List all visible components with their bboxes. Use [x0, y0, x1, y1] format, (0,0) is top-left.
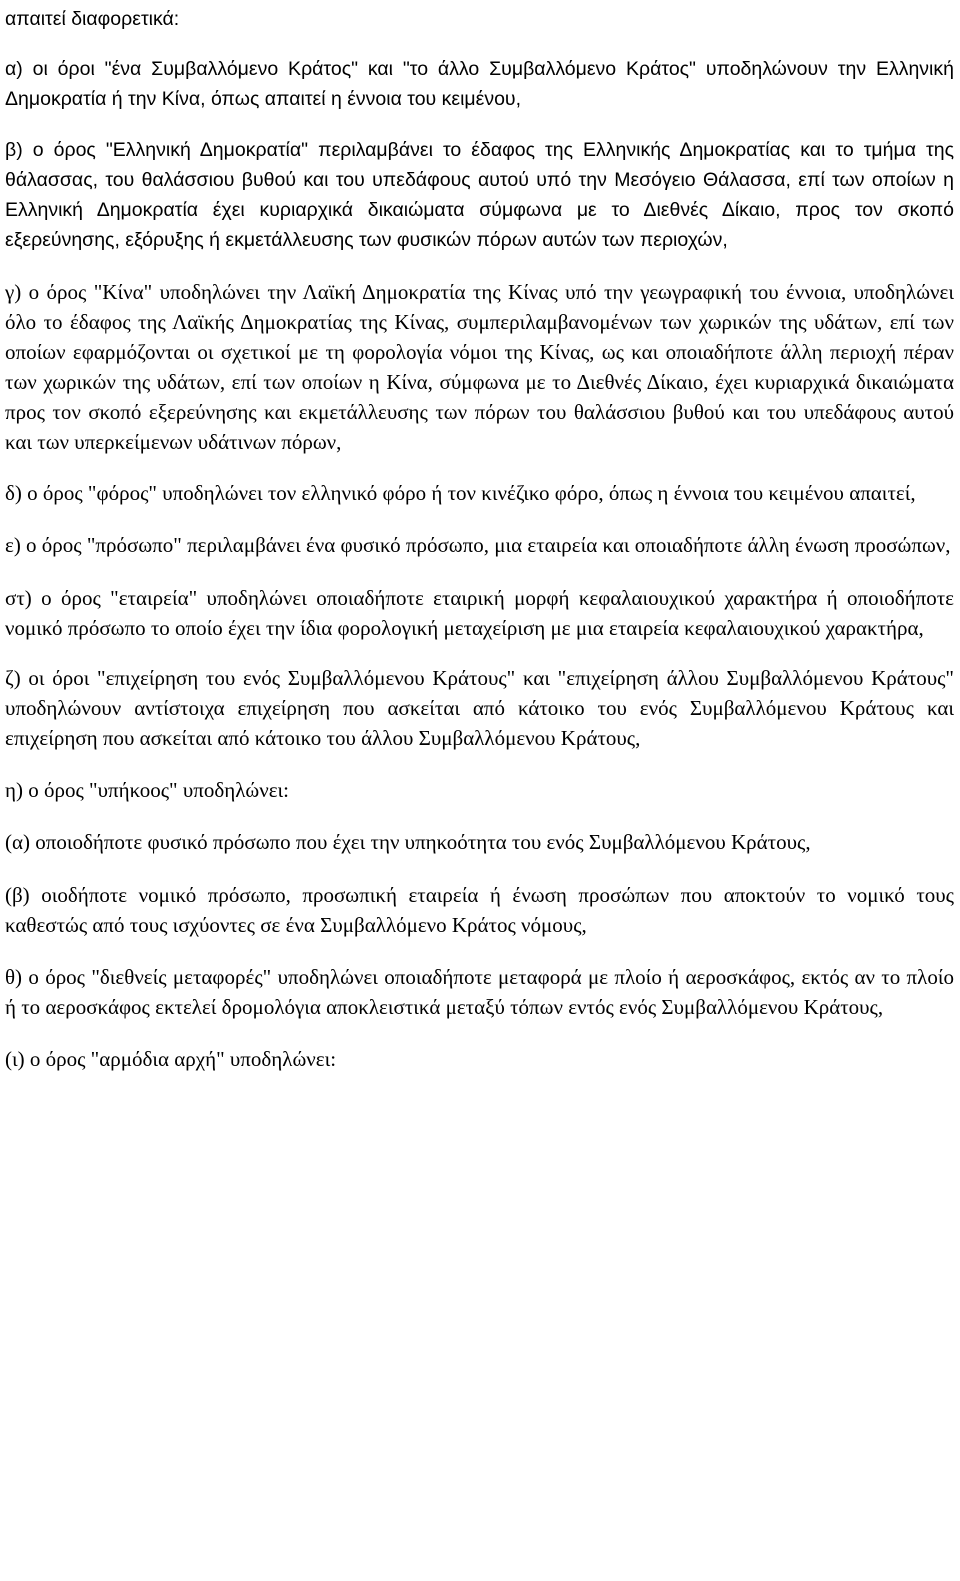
paragraph-h-b-legal-person: (β) οιοδήποτε νομικό πρόσωπο, προσωπική εταιρεία ή ένωση προσώπων που αποκτούν το νομικό τους καθεστώς από τους ισχύοντες σε ένα Συμβαλλόμενο Κράτος νόμους, [5, 883, 954, 937]
paragraph-b-hellenic-republic: β) ο όρος "Ελληνική Δημοκρατία" περιλαμβάνει το έδαφος της Ελληνικής Δημοκρατίας και το τμήμα της θάλασσας, του θαλάσσιου βυθού και του υπεδάφους αυτού υπό την Μεσόγειο Θάλασσα, επί των οποίων η Ελληνική Δημοκρατία έχει κυριαρχικά δικαιώματα σύμφωνα με το Διεθνές Δίκαιο, προς τον σκοπό εξερεύνησης, εξόρυξης ή εκμετάλλευσης των φυσικών πόρων αυτών των περιοχών, [5, 139, 954, 251]
paragraph-intro: απαιτεί διαφορετικά: [5, 8, 180, 30]
paragraph-e-person: ε) ο όρος "πρόσωπο" περιλαμβάνει ένα φυσικό πρόσωπο, μια εταιρεία και οποιαδήποτε άλλη ένωση προσώπων, [5, 533, 951, 557]
paragraph-z-enterprise: ζ) οι όροι "επιχείρηση του ενός Συμβαλλόμενου Κράτους" και "επιχείρηση άλλου Συμβαλλόμενου Κράτους" υποδηλώνουν αντίστοιχα επιχείρηση που ασκείται από κάτοικο του ενός Συμβαλλόμενου Κράτους και επιχείρηση που ασκείται από κάτοικο του άλλου Συμβαλλόμενου Κράτους, [5, 666, 954, 750]
paragraph-th-international-traffic: θ) ο όρος "διεθνείς μεταφορές" υποδηλώνει οποιαδήποτε μεταφορά με πλοίο ή αεροσκάφος, εκτός αν το πλοίο ή το αεροσκάφος εκτελεί δρομολόγια αποκλειστικά μεταξύ τόπων εντός ενός Συμβαλλόμενου Κράτους, [5, 965, 954, 1019]
paragraph-d-tax: δ) ο όρος "φόρος" υποδηλώνει τον ελληνικό φόρο ή τον κινέζικο φόρο, όπως η έννοια του κειμένου απαιτεί, [5, 481, 916, 505]
paragraph-st-company: στ) ο όρος "εταιρεία" υποδηλώνει οποιαδήποτε εταιρική μορφή κεφαλαιουχικού χαρακτήρα ή οποιοδήποτε νομικό πρόσωπο το οποίο έχει την ίδια φορολογική μεταχείριση με μια εταιρεία κεφαλαιουχικού χαρακτήρα, [5, 586, 954, 640]
paragraph-h-national: η) ο όρος "υπήκοος" υποδηλώνει: [5, 778, 290, 802]
paragraph-c-china: γ) ο όρος "Κίνα" υποδηλώνει την Λαϊκή Δημοκρατία της Κίνας υπό την γεωγραφική του έννοια, υποδηλώνει όλο το έδαφος της Λαϊκής Δημοκρατίας της Κίνας, συμπεριλαμβανομένων των χωρικών της υδάτων, επί των οποίων εφαρμόζονται οι σχετικοί με τη φορολογία νόμοι της Κίνας, ως και οποιαδήποτε άλλη περιοχή πέραν των χωρικών της υδάτων, επί των οποίων η Κίνα, σύμφωνα με το Διεθνές Δίκαιο, έχει κυριαρχικά δικαιώματα προς τον σκοπό εξερεύνησης και εκμετάλλευσης των πόρων του θαλάσσιου βυθού και του υπεδάφους αυτού και των υπερκείμενων υδάτινων πόρων, [5, 280, 954, 454]
paragraph-i-competent-authority: (ι) ο όρος "αρμόδια αρχή" υποδηλώνει: [5, 1047, 337, 1071]
paragraph-a-contracting-states: α) οι όροι "ένα Συμβαλλόμενο Κράτος" και "το άλλο Συμβαλλόμενο Κράτος" υποδηλώνουν την Ελληνική Δημοκρατία ή την Κίνα, όπως απαιτεί η έννοια του κειμένου, [5, 58, 954, 110]
paragraph-h-a-natural-person: (α) οποιοδήποτε φυσικό πρόσωπο που έχει την υπηκοότητα του ενός Συμβαλλόμενου Κράτους, [5, 830, 811, 854]
